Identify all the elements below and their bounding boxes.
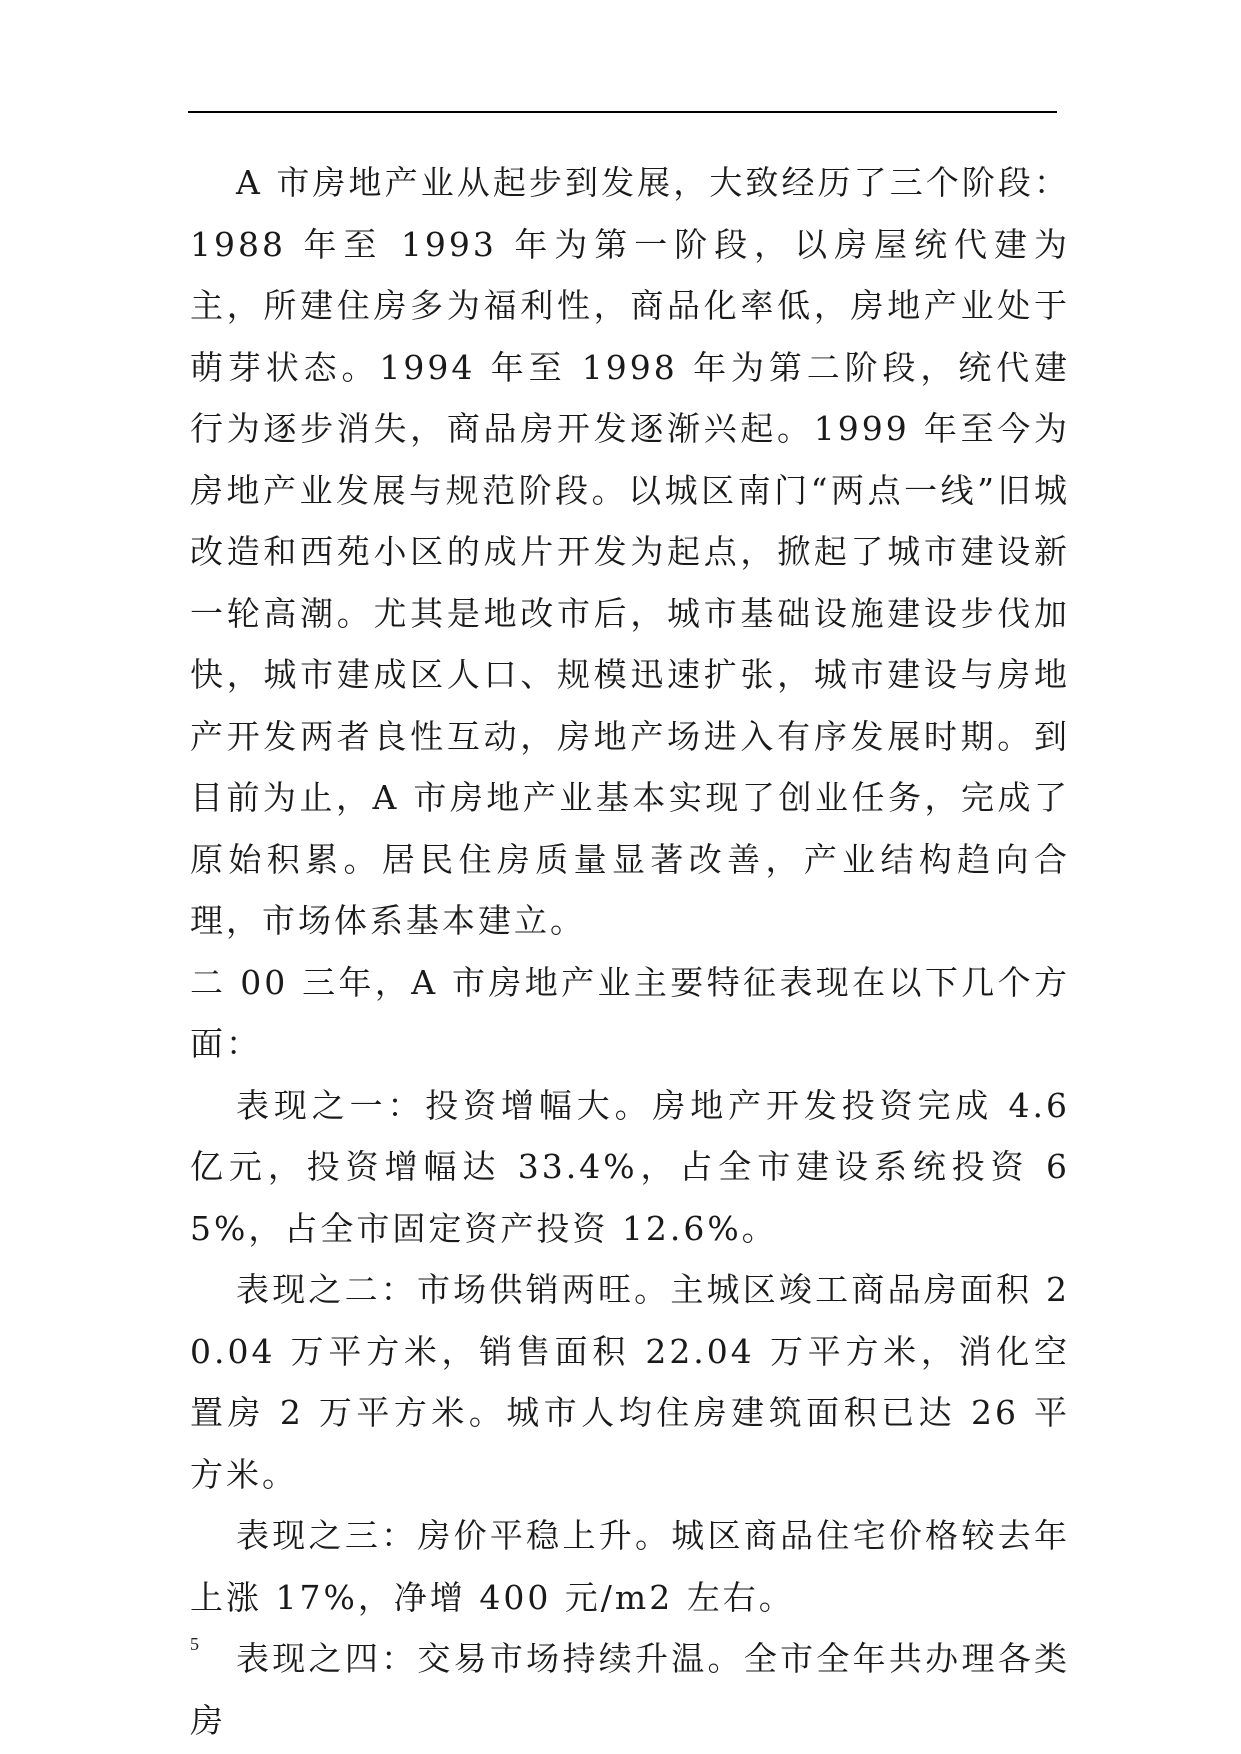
paragraph-stages: A 市房地产业从起步到发展，大致经历了三个阶段：1988 年至 1993 年为第一阶段，以房屋统代建为主，所建住房多为福利性，商品化率低，房地产业处于萌芽状态。1994 年至 1998 年为第二阶段，统代建行为逐步消失，商品房开发逐渐兴起。1999 年至今为房地产业发展与规范阶段。以城区南门“两点一线”旧城改造和西苑小区的成片开发为起点，掀起了城市建设新一轮高潮。尤其是地改市后，城市基础设施建设步伐加快，城市建成区人口、规模迅速扩张，城市建设与房地产开发两者良性互动，房地产场进入有序发展时期。到目前为止，A 市房地产业基本实现了创业任务，完成了原始积累。居民住房质量显著改善，产业结构趋向合理，市场体系基本建立。 [190, 163, 1070, 940]
header-rule [188, 111, 1057, 113]
body-text [190, 152, 1070, 1751]
paragraph-feature-1: 表现之一：投资增幅大。房地产开发投资完成 4.6 亿元，投资增幅达 33.4%，占全市建设系统投资 65%，占全市固定资产投资 12.6%。 [190, 1085, 1070, 1248]
paragraph-feature-4: 表现之四：交易市场持续升温。全市全年共办理各类房 [190, 1639, 1070, 1740]
paragraph-features-intro: 二 00 三年，A 市房地产业主要特征表现在以下几个方面： [190, 962, 1070, 1063]
paragraph-feature-3: 表现之三：房价平稳上升。城区商品住宅价格较去年上涨 17%，净增 400 元/m2 左右。 [190, 1516, 1070, 1617]
paragraph-feature-2: 表现之二：市场供销两旺。主城区竣工商品房面积 20.04 万平方米，销售面积 22.04 万平方米，消化空置房 2 万平方米。城市人均住房建筑面积已达 26 平方米。 [190, 1270, 1070, 1494]
page-number: 5 [190, 1634, 199, 1654]
